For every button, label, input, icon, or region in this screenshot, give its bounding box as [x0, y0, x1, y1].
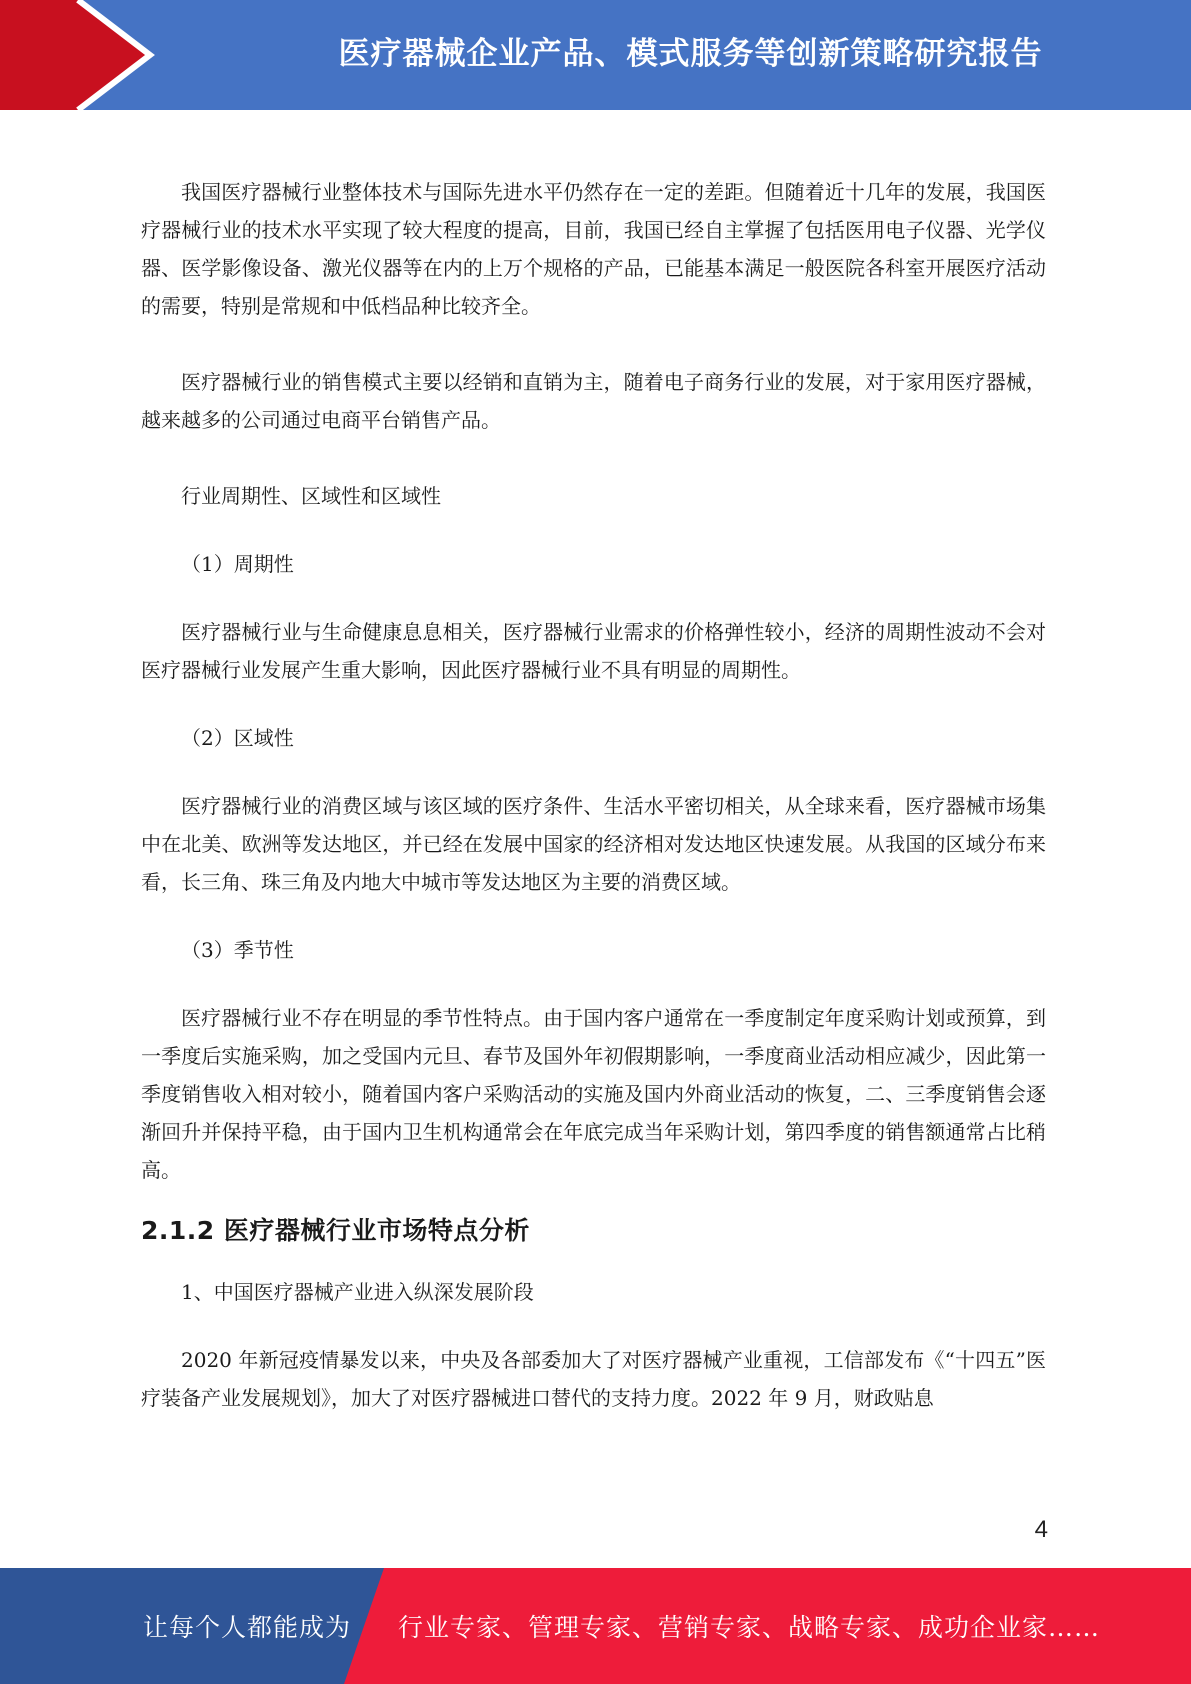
item-seasonality-title: （3）季节性	[181, 938, 294, 962]
paragraph-sales-model: 医疗器械行业的销售模式主要以经销和直销为主，随着电子商务行业的发展，对于家用医疗器械，越来越多的公司通过电商平台销售产品。	[141, 370, 1046, 432]
paragraph-seasonality: 医疗器械行业不存在明显的季节性特点。由于国内客户通常在一季度制定年度采购计划或预算，到一季度后实施采购，加之受国内元旦、春节及国外年初假期影响，一季度商业活动相应减少，因此第一季度销售收入相对较小，随着国内客户采购活动的实施及国内外商业活动的恢复，二、三季度销售会逐渐回升并保持平稳，由于国内卫生机构通常会在年底完成当年采购计划，第四季度的销售额通常占比稍高。	[141, 1006, 1046, 1182]
footer-slogan-right: 行业专家、管理专家、营销专家、战略专家、成功企业家……	[398, 1613, 1101, 1642]
footer-band	[0, 1568, 1191, 1684]
paragraph-tech-level: 我国医疗器械行业整体技术与国际先进水平仍然存在一定的差距。但随着近十几年的发展，我国医疗器械行业的技术水平实现了较大程度的提高，目前，我国已经自主掌握了包括医用电子仪器、光学仪器、医学影像设备、激光仪器等在内的上万个规格的产品，已能基本满足一般医院各科室开展医疗活动的需要，特别是常规和中低档品种比较齐全。	[141, 180, 1046, 318]
paragraph-regionality: 医疗器械行业的消费区域与该区域的医疗条件、生活水平密切相关，从全球来看，医疗器械市场集中在北美、欧洲等发达地区，并已经在发展中国家的经济相对发达地区快速发展。从我国的区域分布来看，长三角、珠三角及内地大中城市等发达地区为主要的消费区域。	[141, 794, 1046, 894]
page-number: 4	[1034, 1516, 1048, 1543]
footer-slogan-left: 让每个人都能成为	[143, 1613, 352, 1642]
paragraph-covid-policy: 2020 年新冠疫情暴发以来，中央及各部委加大了对医疗器械产业重视，工信部发布《“十四五”医疗装备产业发展规划》，加大了对医疗器械进口替代的支持力度。2022 年 9 月，财政贴息	[141, 1348, 1046, 1410]
report-title: 医疗器械企业产品、模式服务等创新策略研究报告	[338, 35, 1043, 72]
subsection-title: 行业周期性、区域性和区域性	[181, 484, 441, 508]
item-cyclicality-title: （1）周期性	[181, 552, 294, 576]
header-band	[0, 0, 1191, 110]
point-title: 1、中国医疗器械产业进入纵深发展阶段	[181, 1280, 534, 1304]
document-body	[141, 173, 1046, 1417]
chevron-arrow-icon	[0, 0, 160, 110]
section-heading: 2.1.2 医疗器械行业市场特点分析	[141, 1216, 530, 1245]
paragraph-cyclicality: 医疗器械行业与生命健康息息相关，医疗器械行业需求的价格弹性较小，经济的周期性波动不会对医疗器械行业发展产生重大影响，因此医疗器械行业不具有明显的周期性。	[141, 620, 1046, 682]
item-regionality-title: （2）区域性	[181, 726, 294, 750]
